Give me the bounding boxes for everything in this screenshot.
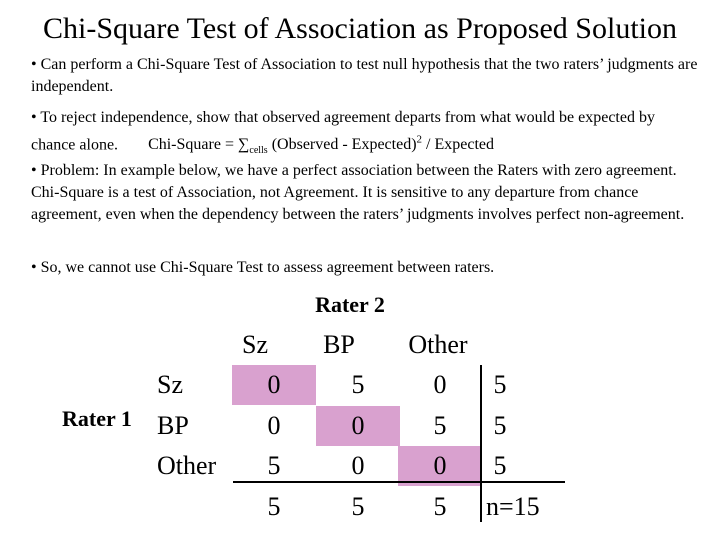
slide-title: Chi-Square Test of Association as Proposed Solution (43, 12, 677, 45)
cell-bp-sz: 0 (267, 411, 281, 440)
row-label-other: Other (157, 451, 217, 480)
cell-sz-sz: 0 (232, 365, 316, 405)
col-header-other: Other (408, 330, 468, 359)
cell-bp-bp: 0 (316, 406, 400, 446)
col-total-bp: 5 (351, 492, 365, 521)
table-divider-vertical (480, 365, 482, 522)
table-divider-horizontal (233, 481, 565, 483)
row-label-bp: BP (157, 411, 189, 440)
grand-total: n=15 (486, 492, 540, 521)
bullet-reject-independence (31, 107, 703, 163)
bullet-chi-square-test: • Can perform a Chi-Square Test of Association to test null hypothesis that the two raters’ judgments are independent. (31, 56, 698, 95)
col-total-sz: 5 (267, 492, 281, 521)
row-label-sz: Sz (157, 370, 183, 399)
cell-other-bp: 0 (351, 451, 365, 480)
cell-sz-other: 0 (433, 370, 447, 399)
cell-other-other: 0 (398, 446, 482, 486)
cell-sz-bp: 5 (351, 370, 365, 399)
bullet-conclusion: • So, we cannot use Chi-Square Test to assess agreement between raters. (31, 259, 495, 276)
bullet-problem: • Problem: In example below, we have a perfect association between the Raters with zero agreement. Chi-Square is a test of Association, not Agreement. It is sensitive to any departure from chance agreement, even when the dependency between the raters’ judgments involves perfect non-agreement. (31, 162, 685, 223)
row-total-sz: 5 (493, 370, 507, 399)
rater2-label: Rater 2 (315, 292, 385, 317)
col-header-sz: Sz (242, 330, 268, 359)
row-total-bp: 5 (493, 411, 507, 440)
rater1-label: Rater 1 (62, 406, 132, 431)
col-header-bp: BP (323, 330, 355, 359)
col-total-other: 5 (433, 492, 447, 521)
cell-bp-other: 5 (433, 411, 447, 440)
chi-square-formula: Chi-Square = $\sum_{cells}$ (Observed - Expected)$^2$ / Expected (148, 134, 494, 157)
cell-other-sz: 5 (267, 451, 281, 480)
bullet-text: • To reject independence, show that observed agreement departs from what would be expected by chance alone. (31, 109, 655, 154)
row-total-other: 5 (493, 451, 507, 480)
